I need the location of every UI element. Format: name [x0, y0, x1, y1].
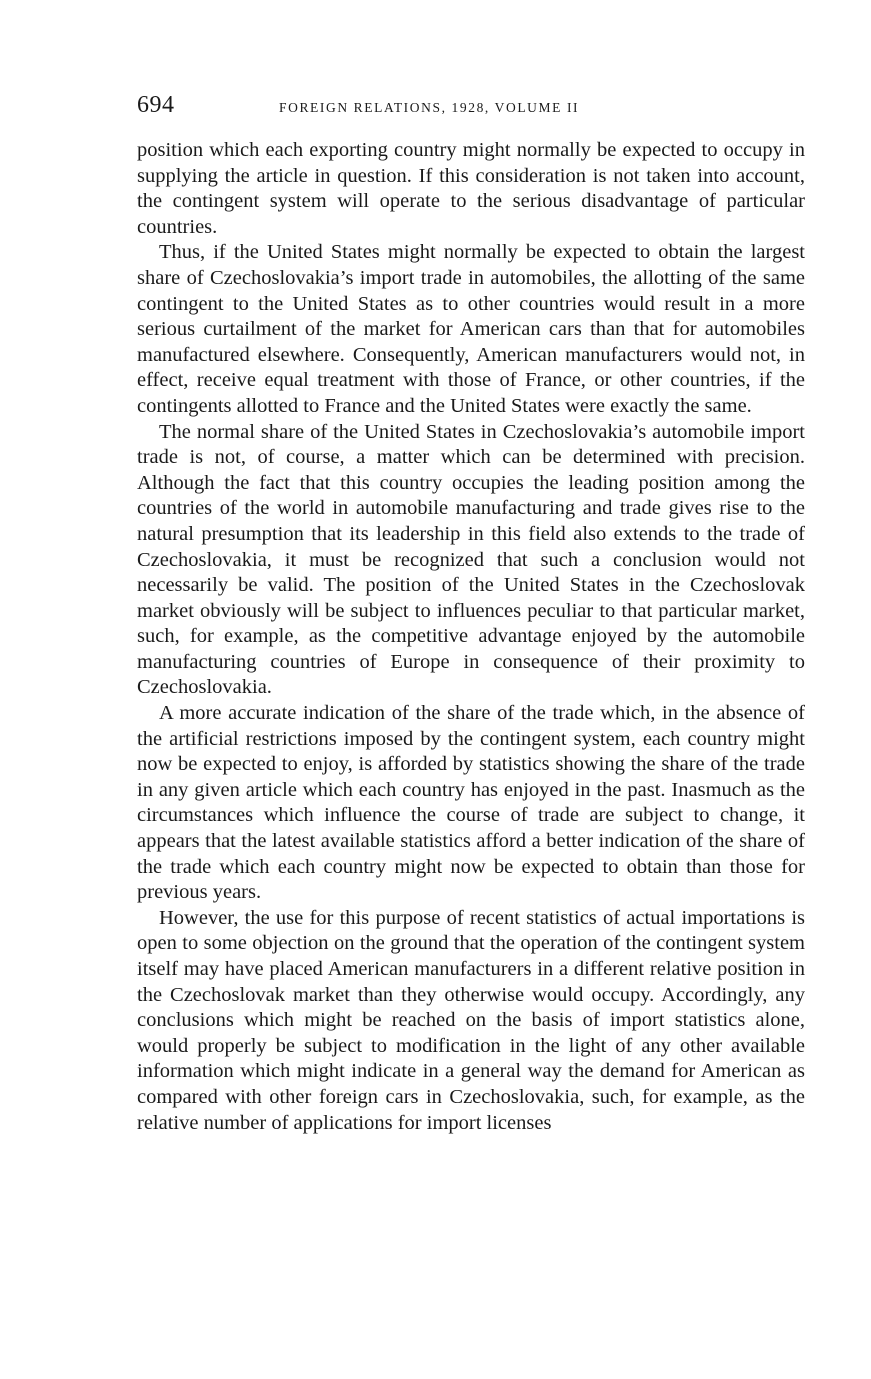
paragraph: Thus, if the United States might normally be expected to obtain the largest share of Czechoslovakia’s import trade in automobiles, the allotting of the same contingent to the United States as to other countries would result in a more serious curtailment of the market for American cars than that for automobiles manufactured elsewhere. Consequently, American manufacturers would not, in effect, receive equal treatment with those of France, or other countries, if the contingents allotted to France and the United States were exactly the same. — [137, 241, 805, 417]
paragraph: The normal share of the United States in Czechoslovakia’s automobile import trade is not, of course, a matter which can be determined with precision. Although the fact that this country occupies the leading position among the countries of the world in automobile manufacturing and trade gives rise to the natural presumption that its leadership in this field also extends to the trade of Czechoslovakia, it must be recognized that such a conclusion would not necessarily be valid. The position of the United States in the Czechoslovak market obviously will be subject to influences peculiar to that particular market, such, for example, as the competitive advantage enjoyed by the automobile manufacturing countries of Europe in consequence of their proximity to Czechoslovakia. — [137, 420, 805, 699]
paragraph: A more accurate indication of the share of the trade which, in the absence of the artificial restrictions imposed by the contingent system, each country might now be expected to enjoy, is afforded by statistics showing the share of the trade in any given article which each country has enjoyed in the past. Inasmuch as the circumstances which influence the course of trade are subject to change, it appears that the latest available statistics afford a better indication of the share of the trade which each country might now be expected to obtain than those for previous years. — [137, 702, 805, 904]
paragraph: However, the use for this purpose of recent statistics of actual importations is open to some objection on the ground that the operation of the contingent system itself may have placed American manufacturers in a different relative position in the Czechoslovak market than they otherwise would occupy. Accordingly, any conclusions which might be reached on the basis of import statistics alone, would properly be subject to modification in the light of any other available information which might indicate in a general way the demand for American as compared with other foreign cars in Czechoslovakia, such, for example, as the relative number of applications for import licenses — [137, 906, 805, 1134]
paragraph-continuation: position which each exporting country might normally be expected to occupy in supplying the article in question. If this consideration is not taken into account, the contingent system will operate to the serious disadvantage of particular countries. — [137, 139, 805, 238]
running-head — [137, 92, 805, 122]
document-page — [137, 92, 805, 1136]
running-title: FOREIGN RELATIONS, 1928, VOLUME II — [279, 100, 580, 115]
page-number: 694 — [137, 92, 175, 118]
body-text — [137, 138, 805, 1136]
